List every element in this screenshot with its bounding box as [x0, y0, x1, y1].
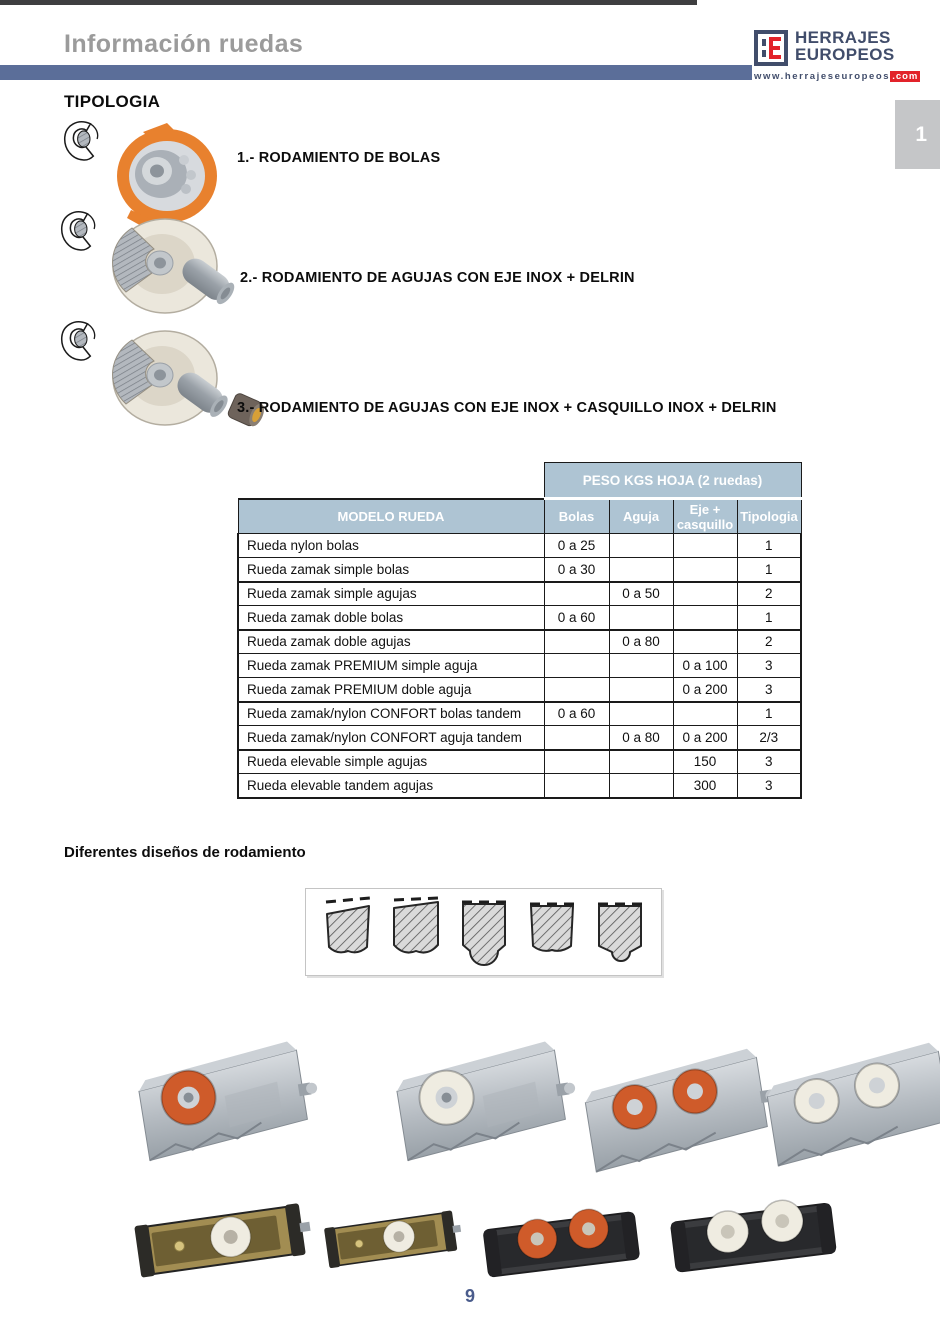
photo-cassette-brass-single [323, 1196, 463, 1282]
brand-name-line2: EUROPEOS [795, 44, 895, 64]
value-cell: 3 [737, 654, 801, 678]
value-cell [673, 630, 737, 654]
brand-name-line1: HERRAJES [795, 28, 891, 47]
table-row [238, 774, 801, 798]
table-row [238, 606, 801, 630]
value-cell: 300 [673, 774, 737, 798]
group-header: PESO KGS HOJA (2 ruedas) [544, 463, 801, 499]
photo-roller-single-orange [130, 1038, 320, 1170]
value-cell: 0 a 60 [544, 606, 609, 630]
value-cell: 1 [737, 606, 801, 630]
value-cell [609, 534, 673, 558]
wheel-profiles-drawing [306, 889, 661, 975]
value-cell: 1 [737, 702, 801, 726]
table-body [238, 534, 801, 798]
value-cell [673, 702, 737, 726]
value-cell [544, 678, 609, 702]
brand-logo-icon [754, 30, 788, 66]
table-row [238, 702, 801, 726]
model-cell: Rueda zamak doble agujas [238, 630, 544, 654]
photo-roller-tandem-white [762, 1036, 940, 1176]
typology-item-3: 3.- RODAMIENTO DE AGUJAS CON EJE INOX + CASQUILLO INOX + DELRIN [237, 400, 777, 416]
model-cell: Rueda zamak doble bolas [238, 606, 544, 630]
value-cell [673, 558, 737, 582]
typology-item-1: 1.- RODAMIENTO DE BOLAS [237, 150, 441, 166]
photo-cassette-black-double-white [665, 1182, 843, 1288]
model-cell: Rueda zamak PREMIUM simple aguja [238, 654, 544, 678]
value-cell [609, 750, 673, 774]
value-cell: 150 [673, 750, 737, 774]
header-rule-bar [0, 65, 752, 80]
top-accent-bar [0, 0, 697, 5]
value-cell [609, 678, 673, 702]
column-header-tipologia: Tipologia [737, 499, 801, 534]
value-cell: 0 a 200 [673, 726, 737, 750]
value-cell: 0 a 60 [544, 702, 609, 726]
column-header-modelo: MODELO RUEDA [238, 499, 544, 534]
table-row [238, 630, 801, 654]
value-cell [544, 750, 609, 774]
typology-item-2: 2.- RODAMIENTO DE AGUJAS CON EJE INOX + DELRIN [240, 270, 635, 286]
brand-website [754, 71, 924, 82]
value-cell: 1 [737, 558, 801, 582]
model-cell: Rueda zamak PREMIUM doble aguja [238, 678, 544, 702]
weight-table [237, 462, 802, 799]
section-heading-designs: Diferentes diseños de rodamiento [64, 844, 306, 861]
model-cell: Rueda zamak/nylon CONFORT aguja tandem [238, 726, 544, 750]
value-cell [609, 774, 673, 798]
value-cell [544, 726, 609, 750]
value-cell: 3 [737, 750, 801, 774]
table-row [238, 534, 801, 558]
brand-logo-row [754, 30, 924, 66]
column-header-bolas: Bolas [544, 499, 609, 534]
value-cell: 2/3 [737, 726, 801, 750]
chapter-number: 1 [915, 122, 927, 146]
brand-name [795, 30, 895, 63]
bearing-illustration-needle-axle-casquillo [50, 320, 285, 438]
value-cell: 1 [737, 534, 801, 558]
photo-cassette-black-double-orange [478, 1192, 646, 1292]
value-cell: 0 a 30 [544, 558, 609, 582]
model-cell: Rueda elevable simple agujas [238, 750, 544, 774]
value-cell [544, 582, 609, 606]
model-cell: Rueda zamak simple agujas [238, 582, 544, 606]
value-cell [673, 534, 737, 558]
website-tld: .com [892, 71, 919, 82]
value-cell [609, 702, 673, 726]
table-row [238, 654, 801, 678]
value-cell [673, 606, 737, 630]
chapter-tab [895, 100, 940, 169]
value-cell: 0 a 80 [609, 726, 673, 750]
value-cell: 3 [737, 774, 801, 798]
brand-logo [754, 30, 924, 82]
value-cell: 0 a 80 [609, 630, 673, 654]
value-cell: 0 a 50 [609, 582, 673, 606]
model-cell: Rueda nylon bolas [238, 534, 544, 558]
value-cell: 2 [737, 582, 801, 606]
value-cell: 0 a 200 [673, 678, 737, 702]
column-header-eje-casquillo: Eje + casquillo [673, 499, 737, 534]
table-row [238, 750, 801, 774]
model-cell: Rueda zamak/nylon CONFORT bolas tandem [238, 702, 544, 726]
value-cell: 2 [737, 630, 801, 654]
value-cell [609, 558, 673, 582]
photo-cassette-brass-single-pin [133, 1190, 313, 1290]
model-cell: Rueda elevable tandem agujas [238, 774, 544, 798]
value-cell [609, 606, 673, 630]
value-cell: 0 a 100 [673, 654, 737, 678]
page-number: 9 [464, 1286, 475, 1306]
section-heading-tipologia: TIPOLOGIA [64, 92, 161, 111]
column-header-aguja: Aguja [609, 499, 673, 534]
photo-roller-single-white [388, 1038, 578, 1170]
value-cell: 3 [737, 678, 801, 702]
page-title: Información ruedas [64, 30, 304, 58]
bearing-illustration-needle-axle [50, 210, 270, 320]
table-column-header-row [238, 499, 801, 534]
website-text: www.herrajeseuropeos [754, 71, 891, 82]
value-cell [673, 582, 737, 606]
value-cell [544, 774, 609, 798]
value-cell [544, 654, 609, 678]
table-row [238, 582, 801, 606]
table-row [238, 558, 801, 582]
table-row [238, 678, 801, 702]
value-cell [609, 654, 673, 678]
photo-roller-tandem-orange [580, 1042, 780, 1182]
value-cell: 0 a 25 [544, 534, 609, 558]
wheel-profiles-box [305, 888, 662, 976]
table-row [238, 726, 801, 750]
model-cell: Rueda zamak simple bolas [238, 558, 544, 582]
value-cell [544, 630, 609, 654]
spacer-cell [238, 463, 544, 499]
table-group-header-row [238, 463, 801, 499]
